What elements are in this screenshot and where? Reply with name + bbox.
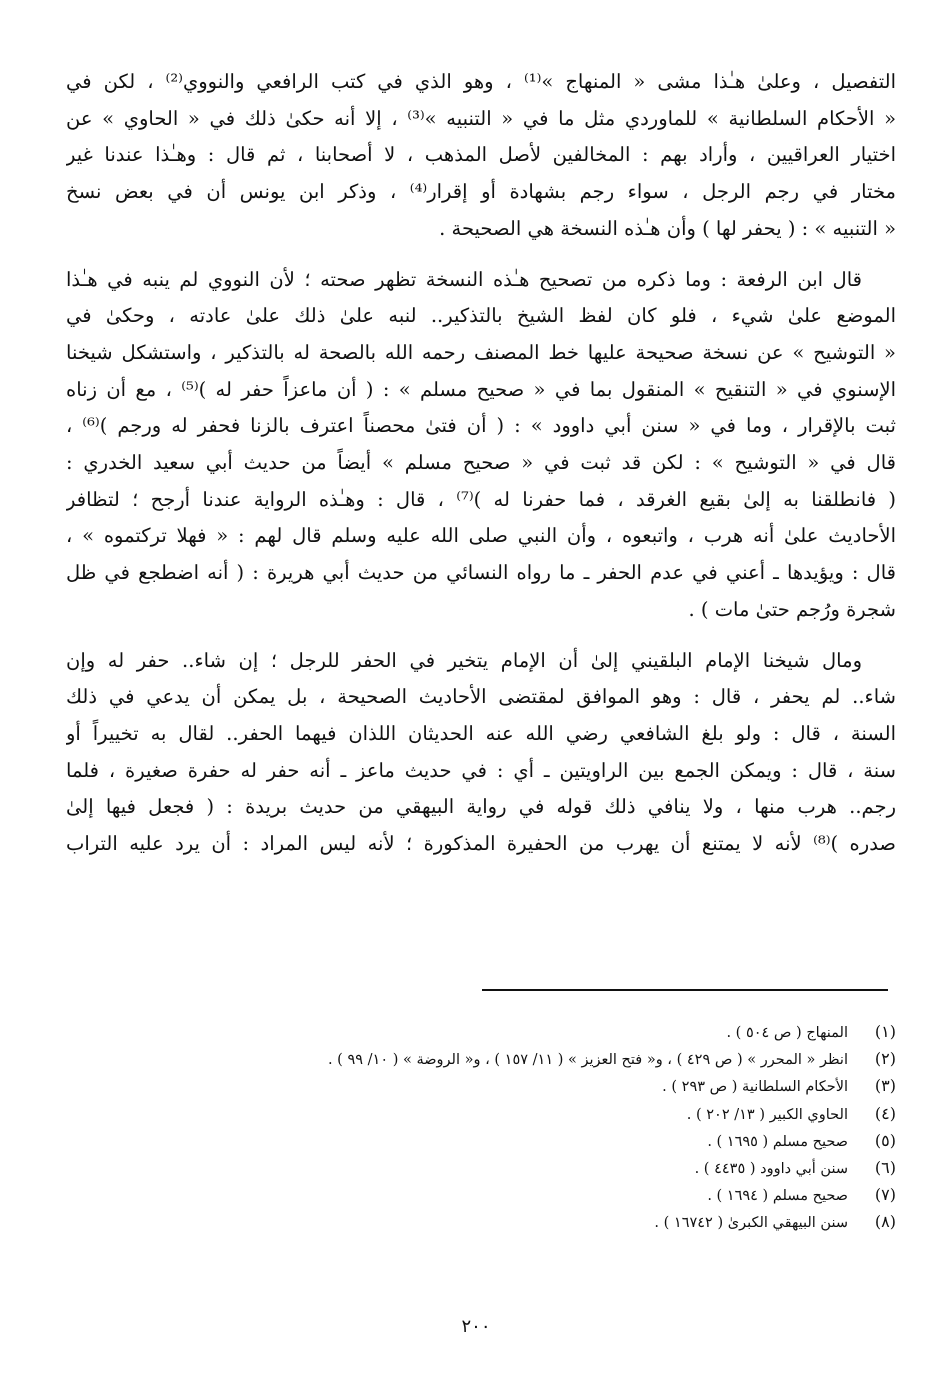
footnote-item (196, 1045, 896, 1072)
footnote-item (196, 1181, 896, 1208)
footnote-number: (٨) (874, 1212, 896, 1232)
footnote-number: (٧) (874, 1185, 896, 1205)
footnote-text: سنن أبي داوود ( ٤٤٣٥ ) . (694, 1160, 848, 1177)
footnote-number: (٤) (874, 1103, 896, 1123)
footnote-item (196, 1127, 896, 1154)
footnote-number: (٣) (874, 1076, 896, 1096)
paragraph-1 (66, 64, 896, 248)
text-line: قال ابن الرفعة : وما ذكره من تصحيح هـٰذه النسخة تظهر صحته ؛ لأن النووي لم ينبه في هـٰذا (66, 267, 862, 291)
footnote-number: (٦) (874, 1157, 896, 1177)
footnote-text: المنهاج ( ص ٥٠٤ ) . (726, 1025, 848, 1041)
paragraph-3 (66, 643, 896, 863)
text-line: سنة ، قال : ويمكن الجمع بين الراويتين ـ أي : في حديث ماعز ـ أنه حفر له حفرة صغيرة ، فلما (66, 758, 896, 782)
text-line: مختار في رجم الرجل ، سواء رجم بشهادة أو إقرار⁽⁴⁾ ، وذكر ابن يونس أن في بعض نسخ (66, 180, 896, 204)
text-line: السنة ، قال : ولو بلغ الشافعي رضي الله عنه الحديثان اللذان فيهما الحفر.. لقال به تخييراً أو (66, 721, 896, 745)
footnote-separator (482, 989, 888, 991)
text-line: قال : ويؤيدها ـ أعني في عدم الحفر ـ ما رواه النسائي من حديث أبي هريرة : ( أنه اضطجع في ظل (66, 561, 896, 585)
paragraph-2 (66, 262, 896, 629)
footnote-item (196, 1018, 896, 1045)
text-line: « الأحكام السلطانية » للماوردي مثل ما في « التنبيه »⁽³⁾ ، إلا أنه حكىٰ ذلك في « الحاوي » عن (66, 106, 896, 130)
text-line: الموضع علىٰ شيء ، فلو كان لفظ الشيخ بالتذكير.. لنبه علىٰ ذلك علىٰ عادته ، وحكىٰ في (66, 304, 896, 328)
text-line: ومال شيخنا الإمام البلقيني إلىٰ أن الإمام يتخير في الحفر للرجل ؛ إن شاء.. حفر له وإن (66, 648, 862, 672)
text-line: « التنبيه » : ( يحفر لها ) وأن هـٰذه النسخة هي الصحيحة . (439, 216, 896, 240)
text-line: شجرة ورُجم حتىٰ مات ) . (688, 597, 896, 621)
footnote-text: الحاوي الكبير ( ١٣/ ٢٠٢ ) . (686, 1106, 848, 1123)
footnote-text: انظر « المحرر » ( ص ٤٢٩ ) ، و« فتح العزيز » ( ١١/ ١٥٧ ) ، و« الروضة » ( ١٠/ ٩٩ ) . (327, 1052, 848, 1069)
footnote-item (196, 1208, 896, 1235)
footnotes (196, 1018, 896, 1236)
text-line: اختيار العراقيين ، وأراد بهم : المخالفين لأصل المذهب ، لا أصحابنا ، ثم قال : وهـٰذا عندنا غير (66, 143, 896, 167)
text-line: قال في « التوشيح » : لكن قد ثبت في « صحيح مسلم » أيضاً من حديث أبي سعيد الخدري : (66, 451, 896, 475)
footnote-item (196, 1100, 896, 1127)
footnote-item (196, 1154, 896, 1181)
footnote-item (196, 1072, 896, 1099)
footnote-text: الأحكام السلطانية ( ص ٢٩٣ ) . (662, 1079, 848, 1096)
page-number: ٢٠٠ (461, 1316, 491, 1337)
footnote-number: (٥) (874, 1130, 896, 1150)
footnote-number: (٢) (874, 1049, 896, 1069)
text-line: صدره )⁽⁸⁾ لأنه لا يمتنع أن يهرب من الحفيرة المذكورة ؛ لأنه ليس المراد : أن يرد عليه التراب (66, 832, 896, 856)
text-line: ( فانطلقنا به إلىٰ بقيع الغرقد ، فما حفرنا له )⁽⁷⁾ ، قال : وهـٰذه الرواية عندنا أرجح ؛ لتظافر (66, 487, 896, 511)
text-line: الإسنوي في « التنقيح » المنقول بما في « صحيح مسلم » : ( أن ماعزاً حفر له )⁽⁵⁾ ، مع أن زناه (66, 377, 896, 401)
footnote-text: صحيح مسلم ( ١٦٩٥ ) . (707, 1133, 848, 1150)
text-line: الأحاديث علىٰ أنه هرب ، واتبعوه ، وأن النبي صلى الله عليه وسلم قال لهم : « فهلا تركتموه » ، (66, 524, 896, 548)
text-line: شاء.. لم يحفر ، قال : وهو الموافق لمقتضى الأحاديث الصحيحة ، بل يمكن أن يدعي في ذلك (66, 685, 896, 709)
text-line: التفصيل ، وعلىٰ هـٰذا مشى « المنهاج »⁽¹⁾ ، وهو الذي في كتب الرافعي والنووي⁽²⁾ ، لكن في (66, 70, 896, 93)
main-text (66, 64, 896, 877)
footnote-text: صحيح مسلم ( ١٦٩٤ ) . (707, 1188, 848, 1205)
text-line: ثبت بالإقرار ، وما في « سنن أبي داوود » : ( أن فتىٰ محصناً اعترف بالزنا فحفر له ورجم )⁽⁶⁾ ، (66, 414, 896, 438)
text-line: رجم.. هرب منها ، ولا ينافي ذلك قوله في رواية البيهقي من حديث بريدة : ( فجعل فيها إلىٰ (66, 795, 896, 819)
footnote-text: سنن البيهقي الكبرىٰ ( ١٦٧٤٢ ) . (654, 1215, 848, 1232)
text-line: « التوشيح » عن نسخة صحيحة عليها خط المصنف رحمه الله بالصحة له بالتذكير ، واستشكل شيخنا (66, 340, 896, 364)
footnote-number: (١) (874, 1022, 896, 1041)
